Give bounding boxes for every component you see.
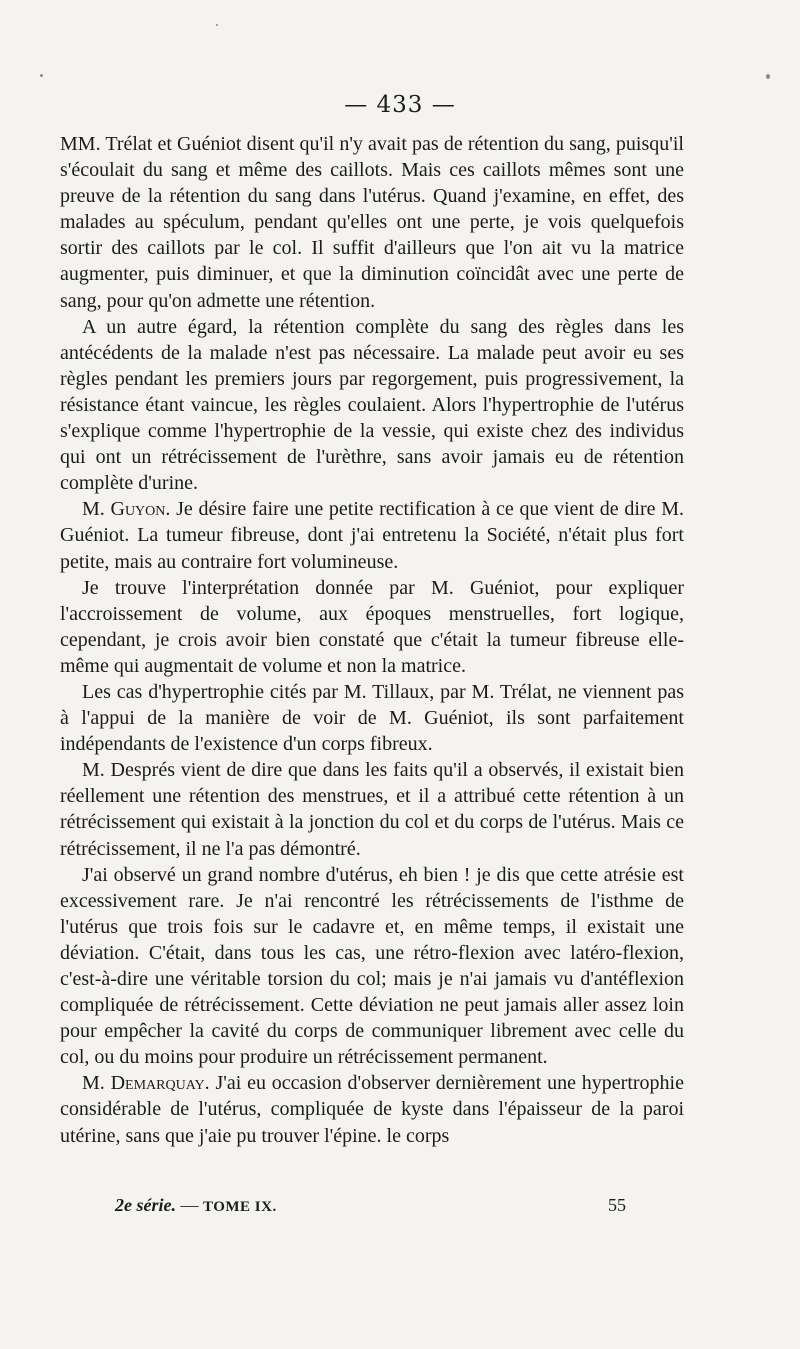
paragraph-7 bbox=[60, 862, 684, 1071]
paper-speck bbox=[216, 24, 218, 26]
paragraph-8 bbox=[60, 1070, 684, 1148]
paragraph-2 bbox=[60, 314, 684, 497]
speaker-name: M. Guyon. bbox=[82, 498, 171, 521]
paragraph-text: Les cas d'hypertrophie cités par M. Tillaux, par M. Trélat, ne viennent pas à l'appui de la manière de voir de M. Guéniot, ils sont parfaitement indépendants de l'existence d'un corps fibreux. bbox=[60, 680, 684, 756]
body-text bbox=[60, 131, 684, 1149]
series-label: 2e série. bbox=[115, 1195, 176, 1215]
footer-dash: — bbox=[175, 1195, 203, 1215]
page-footer bbox=[0, 1195, 800, 1221]
paragraph-text: Je trouve l'interprétation donnée par M. Guéniot, pour expliquer l'accroissement de volume, aux époques menstruelles, fort logique, cependant, je crois avoir bien constaté que c'était la tumeur fibreuse elle-même qui augmentait de volume et non la matrice. bbox=[60, 576, 684, 677]
paper-speck bbox=[766, 74, 770, 79]
tome-label: TOME IX. bbox=[202, 1199, 277, 1215]
paragraph-text: Je désire faire une petite rectification à ce que vient de dire M. Guéniot. La tumeur fibreuse, dont j'ai entretenu la Société, n'était plus fort petite, mais au contraire fort volumineuse. bbox=[60, 498, 684, 573]
paragraph-text: MM. Trélat et Guéniot disent qu'il n'y avait pas de rétention du sang, puisqu'il s'écoulait du sang et même des caillots. Mais ces caillots mêmes sont une preuve de la rétention du sang dans l'utérus. Quand j'examine, en effet, des malades au spéculum, pendant qu'elles ont une perte, je vois quelquefois sortir des caillots par le col. Il suffit d'ailleurs que l'on ait vu la matrice augmenter, puis diminuer, et que la diminution coïncidât avec une perte de sang, pour qu'on admette une rétention. bbox=[60, 133, 684, 312]
paper-speck bbox=[40, 74, 43, 77]
speaker-name: M. Demarquay. bbox=[82, 1072, 210, 1095]
paragraph-3 bbox=[60, 496, 684, 574]
signature-mark: 55 bbox=[608, 1195, 626, 1215]
paragraph-4 bbox=[60, 575, 684, 679]
paragraph-text: J'ai eu occasion d'observer dernièrement une hypertrophie considérable de l'utérus, compliquée de kyste dans l'épaisseur de la paroi utérine, sans que j'aie pu trouver l'épine. le corps bbox=[60, 1072, 684, 1147]
paragraph-text: M. Després vient de dire que dans les faits qu'il a observés, il existait bien réellement une rétention des menstrues, et il a attribué cette rétention à un rétrécissement qui existait à la jonction du col et du corps de l'utérus. Mais ce rétrécissement, il ne l'a pas démontré. bbox=[60, 759, 684, 860]
footer-series bbox=[115, 1195, 277, 1216]
paragraph-1 bbox=[60, 131, 684, 314]
page-number: — 433 — bbox=[344, 92, 456, 118]
paragraph-text: A un autre égard, la rétention complète du sang des règles dans les antécédents de la malade n'est pas nécessaire. La malade peut avoir eu ses règles pendant les premiers jours par regorgement, puis progressivement, la résistance étant vaincue, les règles coulaient. Alors l'hypertrophie de l'utérus s'explique comme l'hypertrophie de la vessie, qui existe chez des individus qui ont un rétrécissement de l'urèthre, sans avoir jamais eu de rétention complète d'urine. bbox=[60, 315, 684, 495]
paragraph-6 bbox=[60, 757, 684, 861]
paragraph-5 bbox=[60, 679, 684, 757]
paragraph-text: J'ai observé un grand nombre d'utérus, eh bien ! je dis que cette atrésie est excessivement rare. Je n'ai rencontré les rétrécissements de l'isthme de l'utérus que trois fois sur le cadavre et, en même temps, il existait une déviation. C'était, dans tous les cas, une rétro-flexion avec latéro-flexion, c'est-à-dire une véritable torsion du col; mais je n'ai jamais vu d'antéflexion compliquée de rétrécissement. Cette déviation ne peut jamais aller assez loin pour empêcher la cavité du corps de communiquer librement avec celle du col, ou du moins pour produire un rétrécissement permanent. bbox=[60, 863, 684, 1069]
